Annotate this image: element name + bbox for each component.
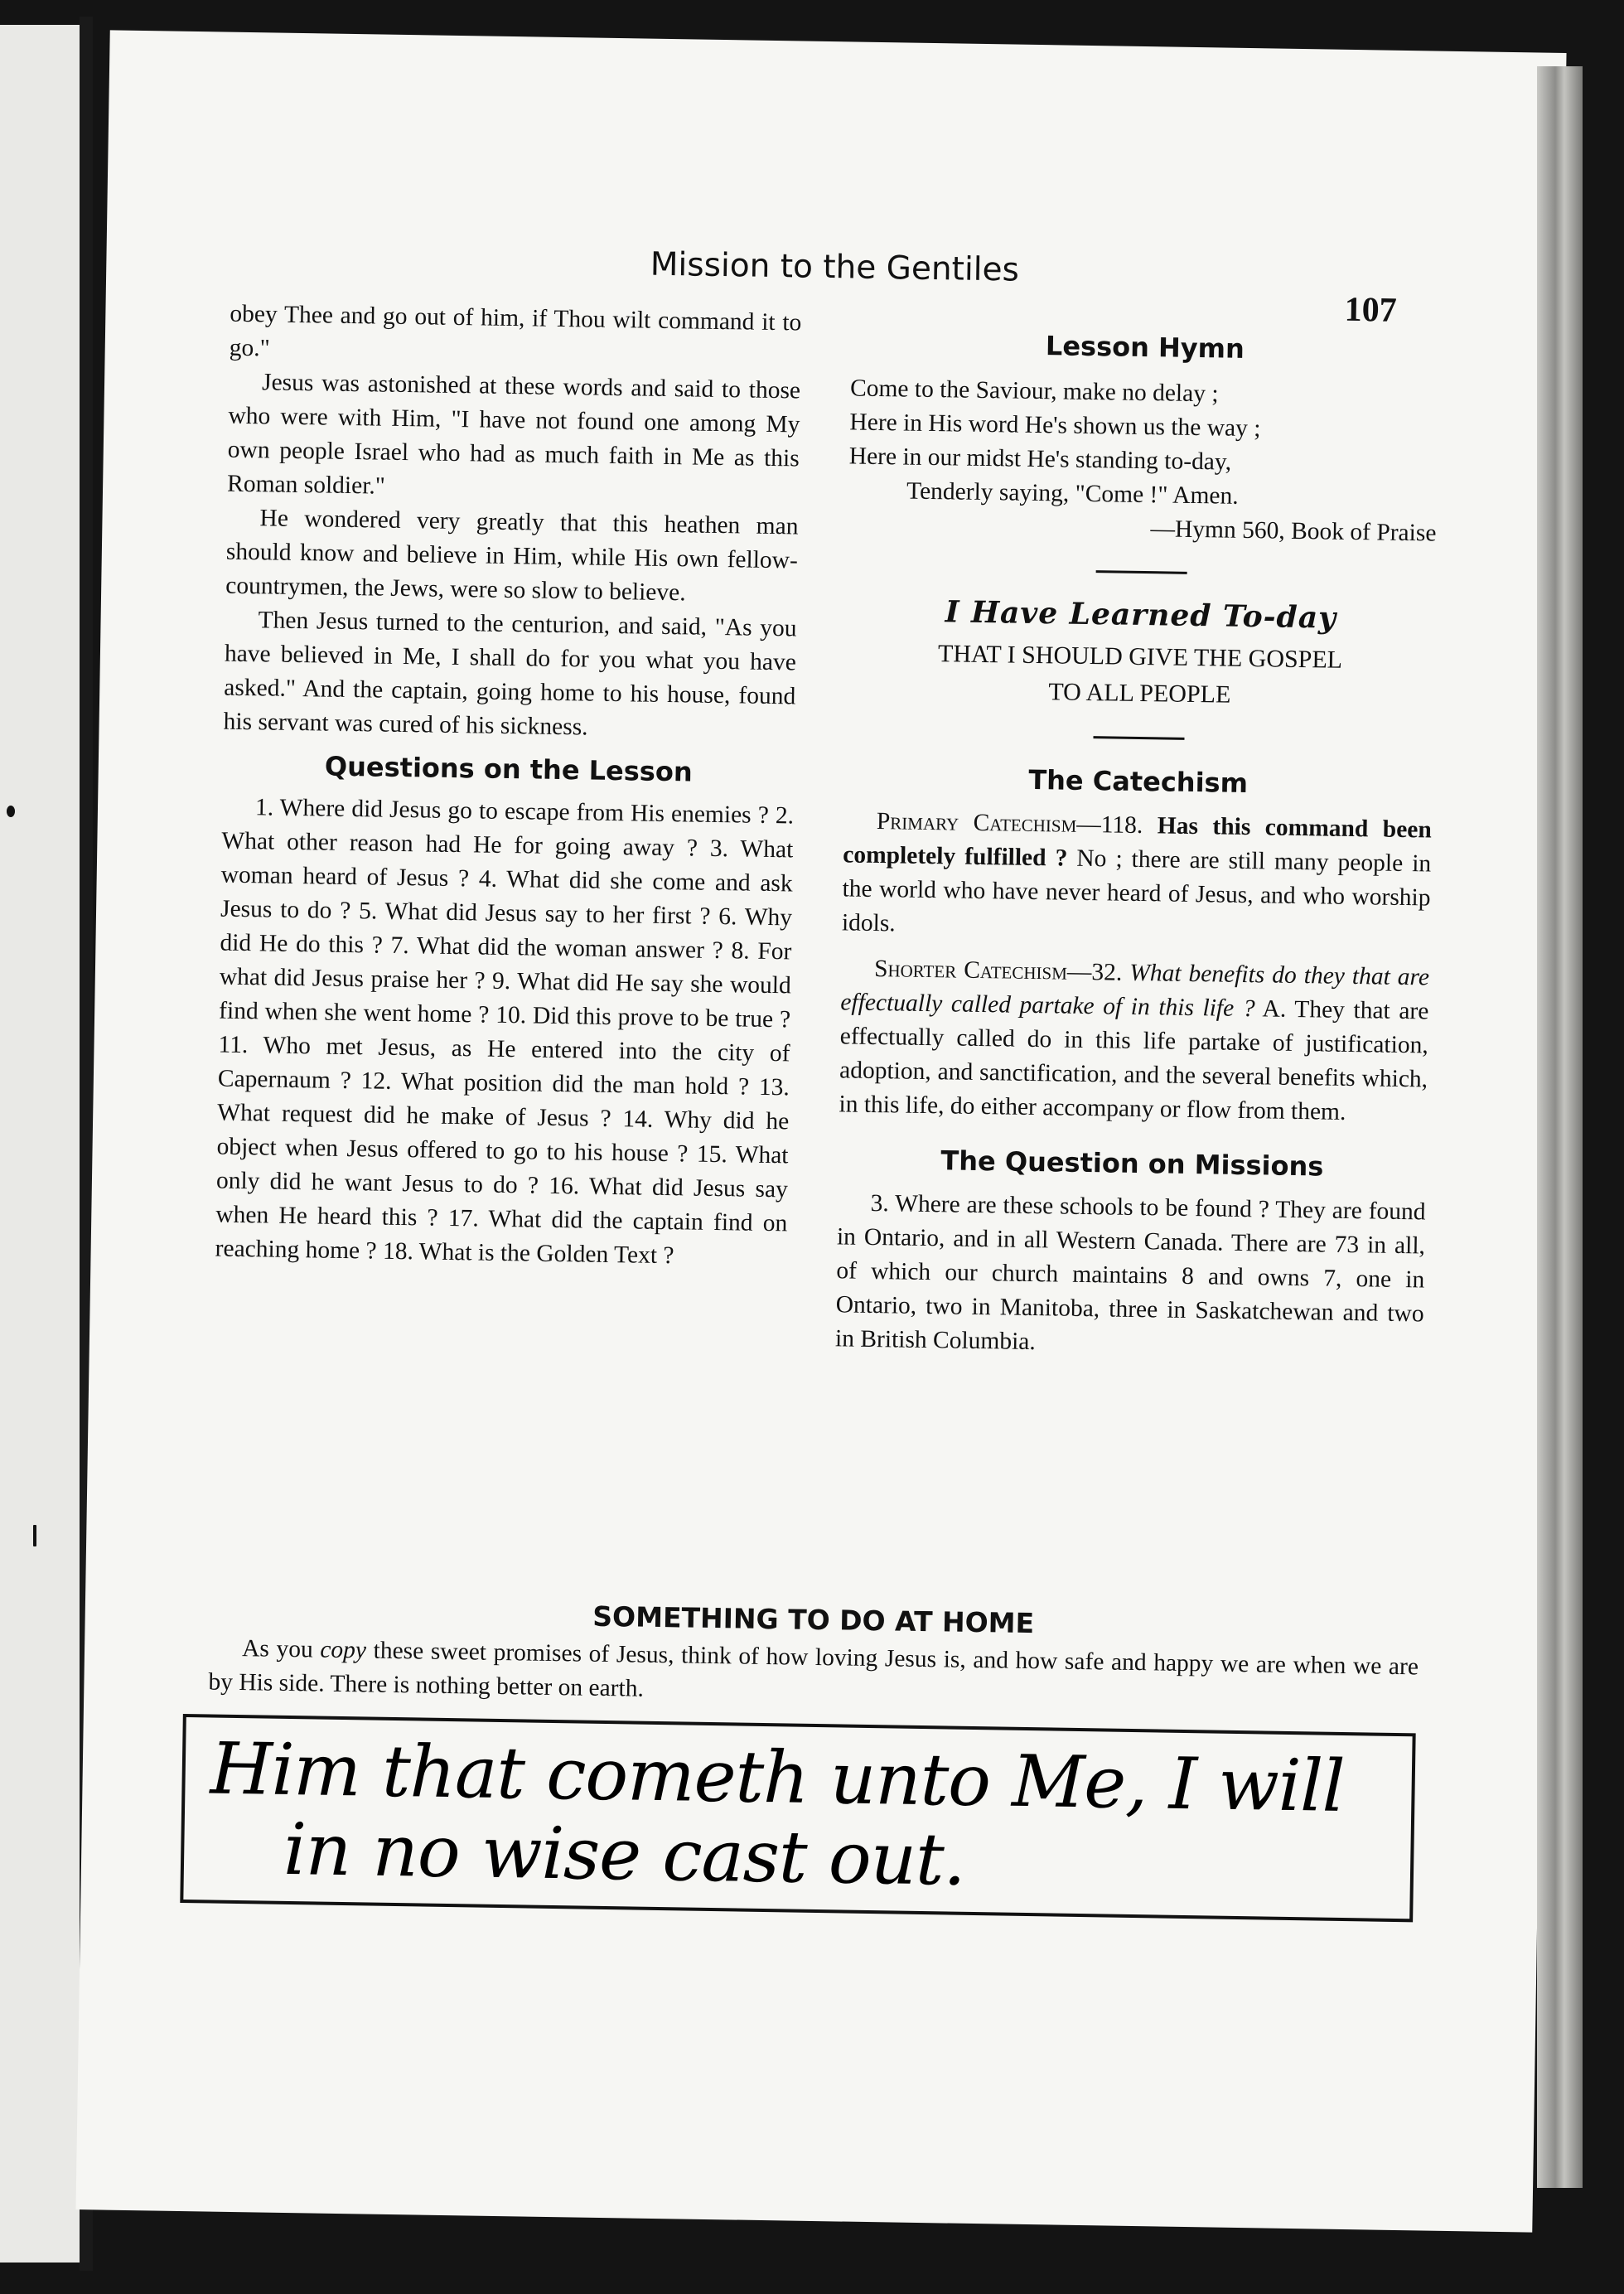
ink-speck: [33, 1525, 36, 1546]
missions-heading: The Question on Missions: [940, 1145, 1324, 1183]
paragraph: Jesus was astonished at these words and said to those who were with Him, "I have not found one among My own people Israel who had as much faith in Me as this Roman soldier.": [226, 369, 801, 500]
hymn-heading: Lesson Hymn: [1045, 330, 1245, 365]
left-column: [215, 298, 801, 1275]
primary-catechism-label: Primary Catechism—118.: [876, 808, 1143, 840]
paragraph: Then Jesus turned to the centurion, and said, "As you have believed in Me, I shall do for you what you have asked." And the captain, going home to his house, found his servant was cured of his sickness.: [223, 607, 797, 741]
shorter-catechism: [839, 951, 1429, 1130]
divider: [1096, 570, 1187, 574]
shorter-catechism-answer: A. They that are effectually called do in this life partake of justification, adoption, and sanctification, and the several benefits which, in this life, do either accompany or flow from them.: [839, 995, 1429, 1125]
questions-list: 1. Where did Jesus go to escape from His enemies ? 2. What other reason had He for going away ? 3. What woman heard of Jesus ? 4. What did she come and ask Jesus to do ? 5. What did Jesus say to her first ? 6. Why did He do this ? 7. What did the woman answer ? 8. For what did Jesus praise her ? 9. What did He say she would find when she went home ? 10. Did this prove to be true ? 11. Who met Jesus, as He entered into the city of Capernaum ? 12. What position did the man hold ? 13. What request did he make of Jesus ? 14. Why did he object when Jesus offered to go to his house ? 15. What only did he want Jesus to do ? 16. What did Jesus say when He heard this ? 17. What did the captain find on reaching home ? 18. What is the Golden Text ?: [215, 794, 795, 1270]
page-number: 107: [1344, 290, 1398, 330]
primary-catechism-answer: No ; there are still many people in the world who have never heard of Jesus, and who worship idols.: [841, 845, 1432, 937]
learned-text: [845, 634, 1434, 716]
hymn-line: Here in His word He's shown us the way ;: [849, 409, 1261, 443]
ink-speck: [7, 806, 15, 817]
catechism-heading: The Catechism: [1028, 763, 1249, 800]
hymn-line: Come to the Saviour, make no delay ;: [849, 375, 1219, 408]
page-stack-edge: [1537, 66, 1583, 2188]
handwritten-promise: [209, 1727, 1388, 1907]
paragraph: He wondered very greatly that this heathen man should know and believe in Him, while His own fellow-countrymen, the Jews, were so slow to believe.: [225, 505, 799, 607]
home-text-start: As you: [241, 1635, 313, 1663]
learned-heading: I Have Learned To-day: [945, 594, 1337, 636]
questions-heading: Questions on the Lesson: [324, 750, 693, 788]
right-column: [835, 307, 1440, 1365]
hymn-line: Tenderly saying, "Come !" Amen.: [906, 477, 1239, 510]
promise-line: Him that cometh unto Me, I will: [210, 1727, 1346, 1829]
shorter-catechism-label: Shorter Catechism—32.: [873, 955, 1123, 986]
learned-line: THAT I SHOULD GIVE THE GOSPEL: [937, 640, 1343, 674]
copy-promise-box: [180, 1714, 1415, 1922]
hymn-credit: —Hymn 560, Book of Praise: [1150, 515, 1437, 547]
home-text-end: these sweet promises of Jesus, think of how loving Jesus is, and how safe and happy we are when we are by His side. There is nothing better on earth.: [208, 1637, 1419, 1702]
learned-line: TO ALL PEOPLE: [1048, 678, 1231, 709]
primary-catechism: [842, 804, 1432, 949]
home-heading: SOMETHING TO DO AT HOME: [592, 1600, 1035, 1640]
book-page: [75, 30, 1566, 2232]
shorter-catechism-question: What benefits do they that are effectually called partake of in this life ?: [840, 959, 1430, 1023]
facing-page-edge: [0, 25, 83, 2263]
divider: [1093, 736, 1184, 740]
primary-catechism-question: Has this command been completely fulfilled ?: [842, 812, 1433, 872]
running-head: Mission to the Gentiles: [650, 245, 1020, 289]
hymn-line: Here in our midst He's standing to-day,: [848, 443, 1232, 476]
home-instructions: [208, 1631, 1419, 1718]
promise-line: in no wise cast out.: [283, 1808, 966, 1902]
paragraph: obey Thee and go out of him, if Thou wilt command it to go.": [229, 300, 802, 362]
missions-text: 3. Where are these schools to be found ? They are found in Ontario, and in all Western Canada. There are 73 in all, of which our church maintains 8 and owns 7, one in Ontario, two in Manitoba, three in Saskatchewan and two in British Columbia.: [834, 1189, 1426, 1356]
hymn-verse: [848, 371, 1438, 550]
home-text-emphasis: copy: [320, 1636, 367, 1664]
